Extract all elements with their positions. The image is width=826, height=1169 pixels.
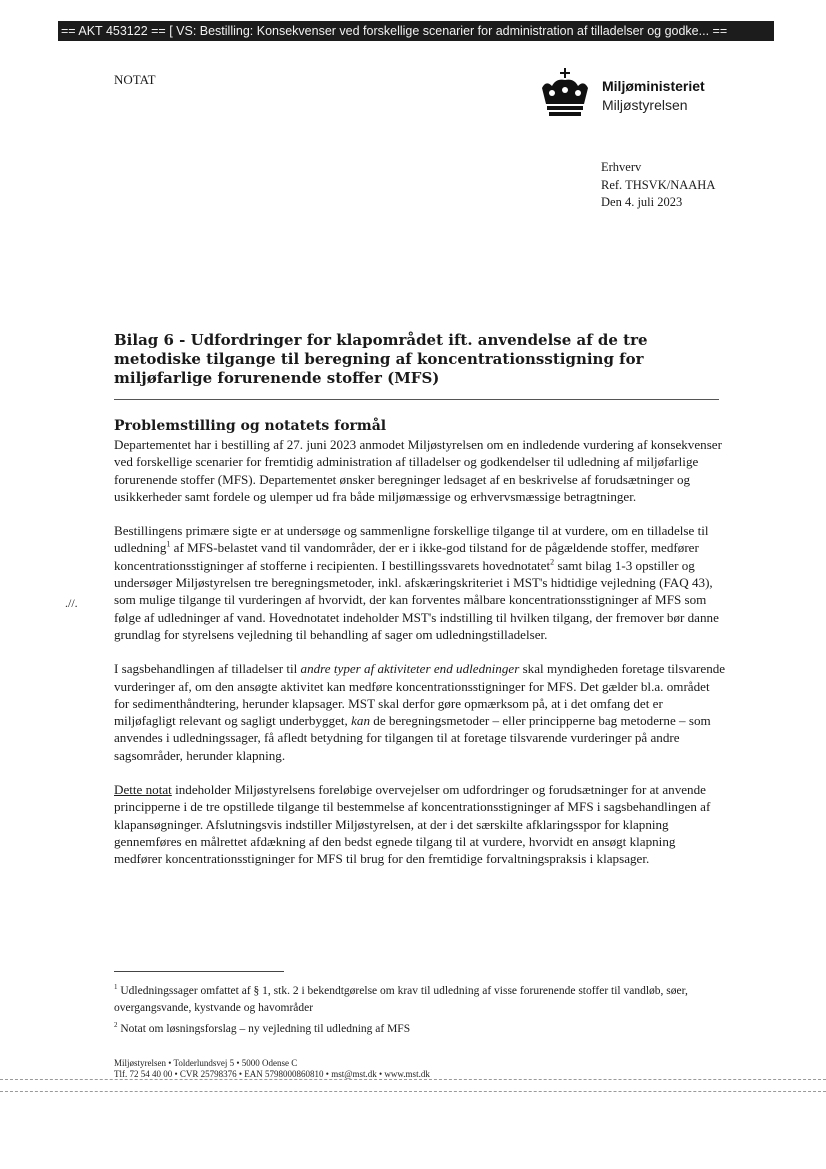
ministry-logo [536,66,726,126]
paragraph-3: I sagsbehandlingen af tilladelser til andre typer af aktiviteter end udledninger skal myndigheden foretage tilsvarende vurderinger af, om den ansøgte aktivitet kan medføre koncentrationsstigninger for MFS. Det gælder bl.a. området for sedimenthåndtering, herunder klapsager. MST skal derfor gøre opmærksom på, at i det omfang det er miljøfagligt relevant og sagligt underbygget, kan de beregningsmetoder – eller principperne bag metoderne – som anvendes i udledningssager, få afledt betydning for tilgangen til at foretage tilsvarende vurderinger på andre sagsområder, herunder klapning. [114,661,726,763]
org-sub-name: Miljøstyrelsen [602,97,688,113]
paragraph-1: Departementet har i bestilling af 27. juni 2023 anmodet Miljøstyrelsen om en indledende vurdering af konsekvenser ved forskellige scenarier for fremtidig administration af tilladelser og godkendelser til udledning af miljøfarlige forurenende stoffer (MFS). Departementet ønsker beregninger ledsaget af en beskrivelse af forudsætninger og usikkerheder samt fordele og ulemper ud fra både miljømæssige og erhvervsmæssige betragtninger. [114,437,722,504]
footer-address: Miljøstyrelsen • Tolderlundsvej 5 • 5000 Odense C [114,1058,298,1068]
crown-icon [536,66,594,124]
footnote-divider [114,971,284,972]
footer-contact: Tlf. 72 54 40 00 • CVR 25798376 • EAN 5798000860810 • mst@mst.dk • www.mst.dk [114,1069,430,1079]
footnotes [114,979,714,1038]
page-footer [114,1058,430,1080]
document-meta [601,159,715,212]
scan-artifact-line [0,1079,826,1080]
section-heading: Problemstilling og notatets formål [114,418,387,434]
paragraph-2: Bestillingens primære sigte er at undersøge og sammenligne forskellige tilgange til at vurdere, om en tilladelse til udledning$^1$ af MFS-belastet vand til vandområder, der er i ikke-god tilstand for de pågældende stoffer, medfører koncentrationsstigninger af stofferne i recipienten. I bestillingssvarets hovednotatet$^2$ samt bilag 1-3 opstiller og undersøger Miljøstyrelsen tre beregningsmetoder, inkl. afskæringskriteriet i MST's hidtidige vejledning (FAQ 43), som mulige tilgange til vurderingen af hvorvidt, der kan forventes målbare koncentrationsstigninger af MFS som følge af udledninger af vand. Hovednotatet indeholder MST's indstilling til hvilken tilgang, der fremover bør danne grundlag for styrelsens vejledning til behandling af sager om udledningstilladelser. [114,523,719,642]
margin-annotation: .//. [65,596,78,610]
scan-artifact-line [0,1091,826,1092]
title-divider [114,399,719,400]
document-title: Bilag 6 - Udfordringer for klapområdet ift. anvendelse af de tre metodiske tilgange til beregning af koncentrationsstigning for miljøfarlige forurenende stoffer (MFS) [114,331,648,387]
meta-date: Den 4. juli 2023 [601,195,683,209]
paragraph-4: Dette notat indeholder Miljøstyrelsens foreløbige overvejelser om udfordringer og forudsætninger for at anvende principperne i de tre opstillede tilgange til bestemmelse af koncentrationsstigninger af MFS i sagsbehandlingen af klapansøgninger. Afslutningsvis indstiller Miljøstyrelsen, at der i det særskilte afklaringsspor for klapning gennemføres en målrettet afdækning af den bedst egnede tilgang til at vurdere, hvorvidt en ansøgt klapning medfører koncentrationsstigninger for MFS til brug for den fremtidige forvaltningspraksis i klapsager. [114,782,711,867]
meta-unit: Erhverv [601,160,642,174]
footnote-ref-1: 1 [166,540,171,550]
org-name: Miljøministeriet [602,78,705,94]
body-text [114,436,726,885]
footnote-2: $^2$ Notat om løsningsforslag – ny vejledning til udledning af MFS [114,1020,411,1035]
document-banner: == AKT 453122 == [ VS: Bestilling: Konsekvenser ved forskellige scenarier for administration af tilladelser og godke... == [58,21,774,41]
footnote-ref-2: 2 [550,557,555,567]
meta-ref: Ref. THSVK/NAAHA [601,177,716,192]
footnote-1: $^1$ Udledningssager omfattet af § 1, stk. 2 i bekendtgørelse om krav til udledning af visse forurenende stoffer til vandløb, søer, overgangsvande, kystvande og havområder [114,983,688,1014]
document-type-label: NOTAT [114,72,156,87]
